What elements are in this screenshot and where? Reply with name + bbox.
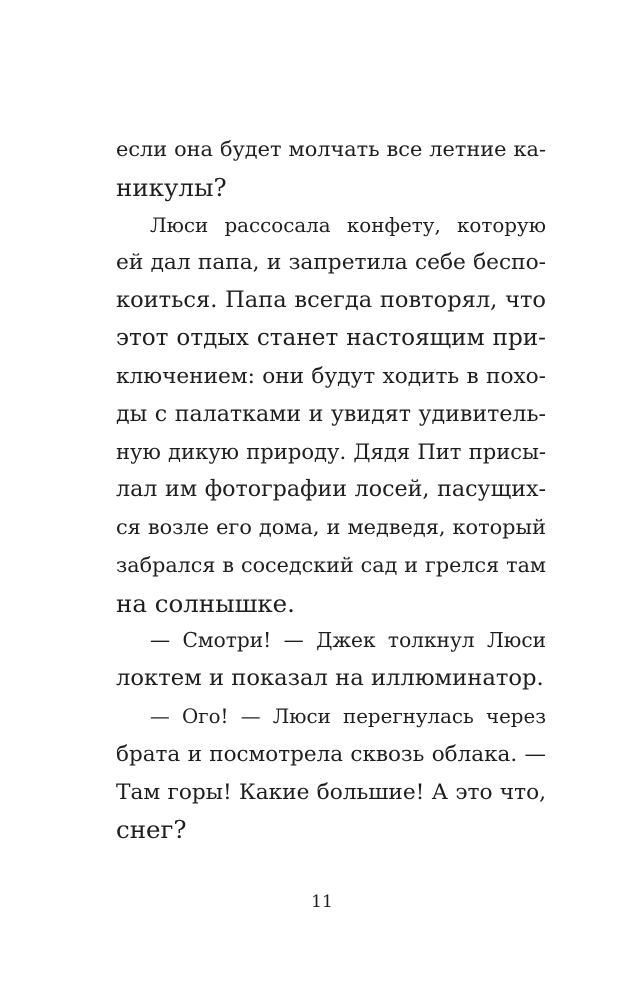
body-text	[116, 131, 546, 849]
paragraph-first-line: — Смотри! — Джек толкнул Люси	[150, 628, 546, 653]
paragraph-first-line: Люси рассосала конфету, которую	[150, 213, 546, 237]
text-line: если она будет молчать все летние ка-	[116, 137, 546, 161]
text-line: ключением: они будут ходить в похо-	[116, 363, 546, 389]
text-line: забрался в соседский сад и грелся там	[116, 552, 546, 577]
text-line: Там горы! Какие большие! А это что,	[116, 779, 546, 805]
text-line: локтем и показал на иллюминатор.	[116, 665, 544, 692]
text-line: снег?	[116, 815, 187, 845]
text-line: ды с палатками и увидят удивитель-	[116, 400, 546, 427]
text-line: ей дал папа, и запретила себе беспо-	[116, 250, 546, 276]
text-line: брата и посмотрела сквозь облака. —	[116, 741, 546, 767]
text-line: ся возле его дома, и медведя, который	[116, 514, 546, 539]
text-line: никулы?	[116, 172, 227, 202]
page-number: 11	[311, 892, 333, 912]
paragraph-first-line: — Ого! — Люси перегнулась через	[150, 704, 546, 728]
text-line: на солнышке.	[116, 588, 295, 618]
text-line: лал им фотографии лосей, пасущих-	[116, 476, 546, 503]
text-line: коиться. Папа всегда повторял, что	[116, 287, 546, 314]
text-line: этот отдых станет настоящим при-	[116, 324, 546, 351]
text-line: ную дикую природу. Дядя Пит присы-	[116, 439, 546, 465]
